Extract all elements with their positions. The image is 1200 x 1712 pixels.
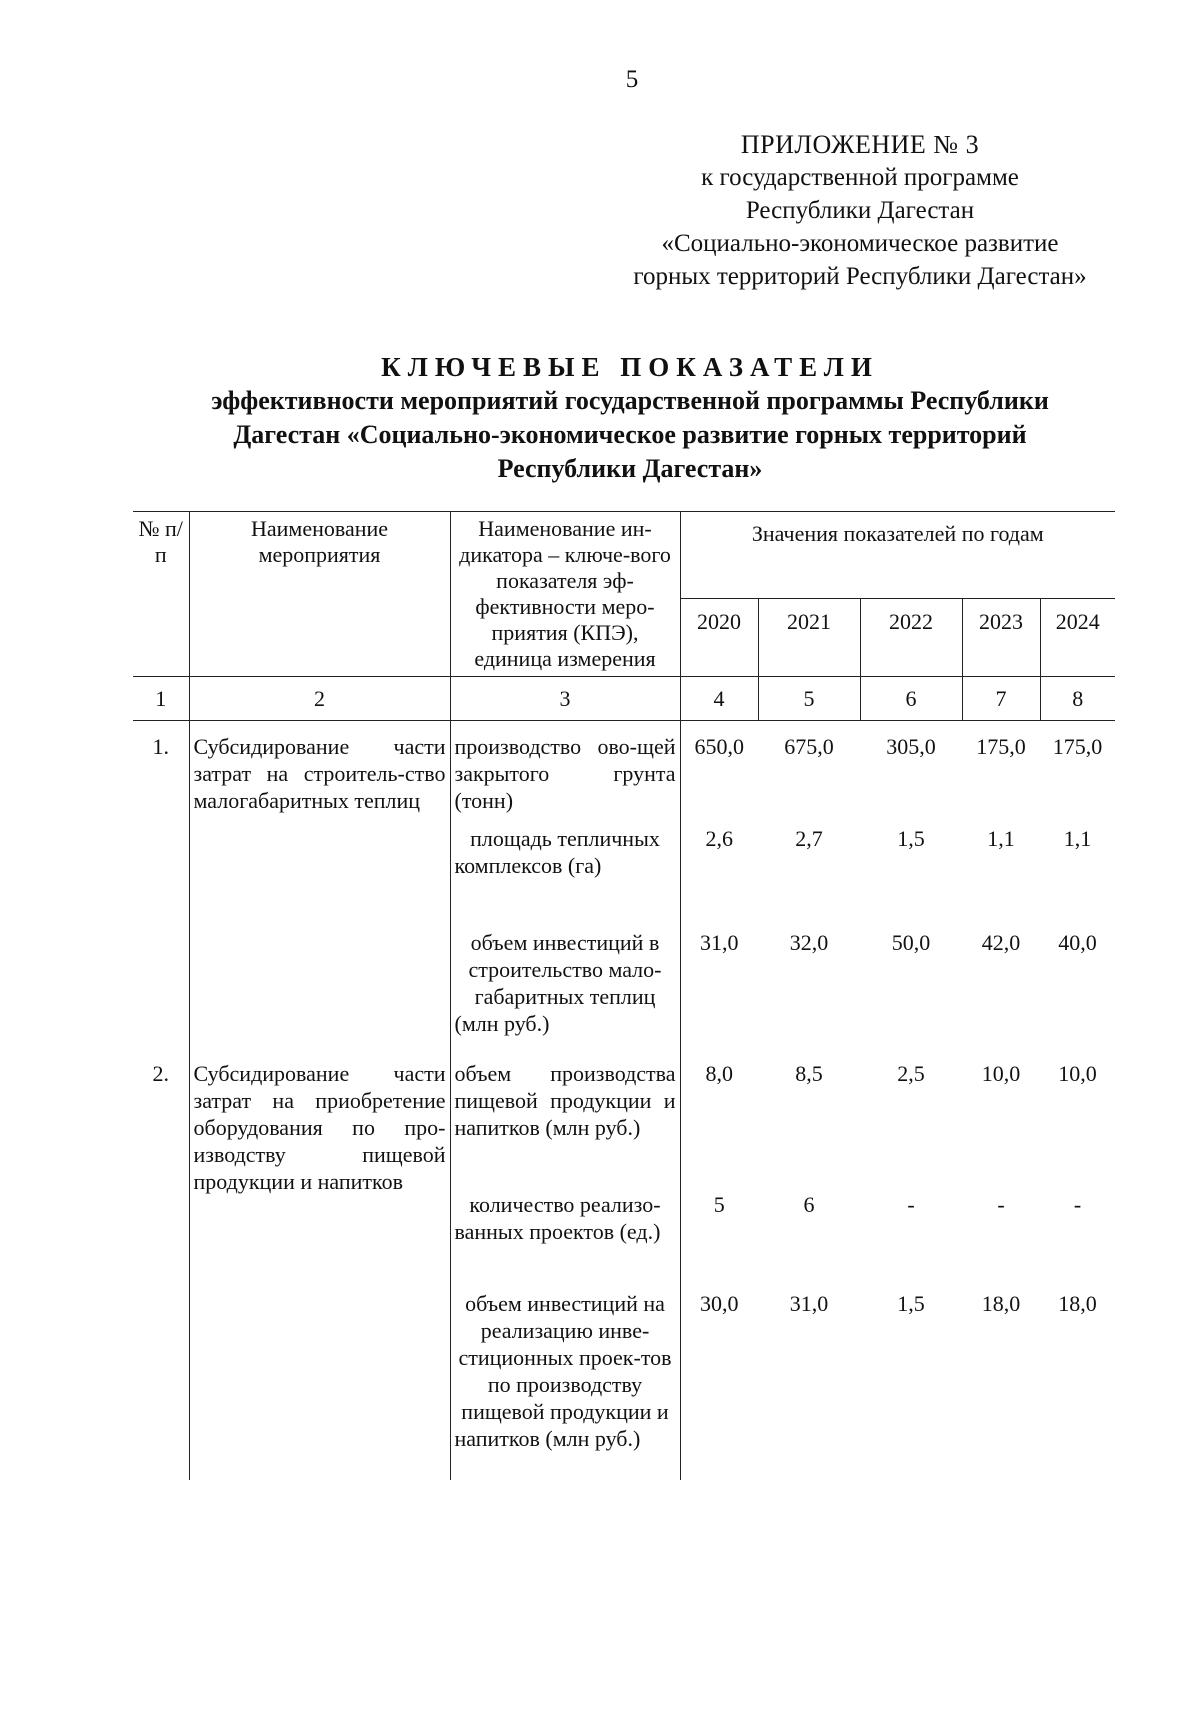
value-cell: 31,0 [789,1291,829,1316]
value-cell: 10,0 [1058,1061,1097,1086]
column-number: 7 [962,677,1040,721]
appendix-line: горных территорий Республики Дагестан» [633,263,1087,290]
header-year: 2023 [962,599,1040,677]
header-indicator: Наименование ин-дикатора – ключе-вого показателя эф-фективности меро-приятия (КПЭ), единица измерения [450,512,680,677]
table-row [133,1060,1115,1191]
value-cell: 40,0 [1058,930,1097,955]
column-number: 2 [189,677,450,721]
header-year: 2021 [758,599,860,677]
appendix-title: ПРИЛОЖЕНИЕ № 3 [740,130,980,159]
title-main: КЛЮЧЕВЫЕ ПОКАЗАТЕЛИ [381,352,879,382]
header-num: № п/п [133,512,189,677]
value-cell: 8,5 [795,1061,823,1086]
value-cell: 2,7 [795,826,823,851]
header-values-group: Значения показателей по годам [680,512,1115,599]
indicator-name: производство ово-щей закрытого грунта (тонн) [450,721,680,826]
column-number: 1 [133,677,189,721]
value-cell: 1,1 [1063,826,1092,851]
value-cell: 10,0 [981,1061,1021,1086]
appendix-block [560,128,1160,293]
appendix-line: «Социально-экономическое развитие [661,230,1059,257]
table-row [133,721,1115,826]
indicator-name: объем производства пищевой продукции и напитков (млн руб.) [450,1060,680,1191]
value-cell: 305,0 [886,734,936,759]
indicator-name: количество реализо-ванных проектов (ед.) [450,1191,680,1290]
title-line: Республики Дагестан» [497,454,763,483]
value-cell: - [907,1192,915,1217]
kpi-table [133,511,1115,1480]
value-cell: 675,0 [784,734,834,759]
indicator-name: площадь тепличных комплексов (га) [450,825,680,929]
value-cell: 1,5 [897,826,925,851]
value-cell: 8,0 [680,1060,758,1191]
appendix-line: Республики Дагестан [745,197,975,224]
value-cell: 175,0 [976,734,1026,759]
row-number: 2. [152,1061,169,1086]
value-cell: 18,0 [1058,1291,1097,1316]
header-year: 2020 [680,599,758,677]
column-number: 8 [1040,677,1115,721]
action-name: Субсидирование части затрат на приобретение оборудования по про-изводству пищевой продукции и напитков [189,1060,450,1480]
document-title [130,350,1130,486]
value-cell: - [997,1192,1005,1217]
column-number: 3 [450,677,680,721]
value-cell: 6 [803,1192,815,1217]
value-cell: 50,0 [891,930,931,955]
column-number: 4 [680,677,758,721]
value-cell: 31,0 [680,929,758,1060]
value-cell: 1,1 [987,826,1015,851]
value-cell: 18,0 [981,1291,1021,1316]
value-cell: 32,0 [789,930,829,955]
value-cell: 30,0 [680,1290,758,1480]
column-number: 5 [758,677,860,721]
indicator-name: объем инвестиций на реализацию инве-стиционных проек-тов по производству пищевой продукции и напитков (млн руб.) [450,1290,680,1480]
value-cell: 2,5 [897,1061,925,1086]
title-line: Дагестан «Социально-экономическое развитие горных территорий [233,420,1027,449]
value-cell: 5 [680,1191,758,1290]
appendix-line: к государственной программе [701,164,1019,191]
title-line: эффективности мероприятий государственной программы Республики [211,386,1049,415]
value-cell: 42,0 [981,930,1021,955]
column-number: 6 [860,677,962,721]
page-number: 5 [625,66,639,93]
action-name: Субсидирование части затрат на строитель-ство малогабаритных теплиц [189,721,450,1061]
header-year: 2024 [1040,599,1115,677]
value-cell: 2,6 [680,825,758,929]
header-action: Наименование мероприятия [189,512,450,677]
value-cell: 1,5 [897,1291,925,1316]
value-cell: 175,0 [1052,734,1103,759]
value-cell: 650,0 [680,721,758,826]
header-year: 2022 [860,599,962,677]
indicator-name: объем инвестиций в строительство мало-габаритных теплиц (млн руб.) [450,929,680,1060]
row-number: 1. [152,734,169,759]
value-cell: - [1073,1192,1082,1217]
